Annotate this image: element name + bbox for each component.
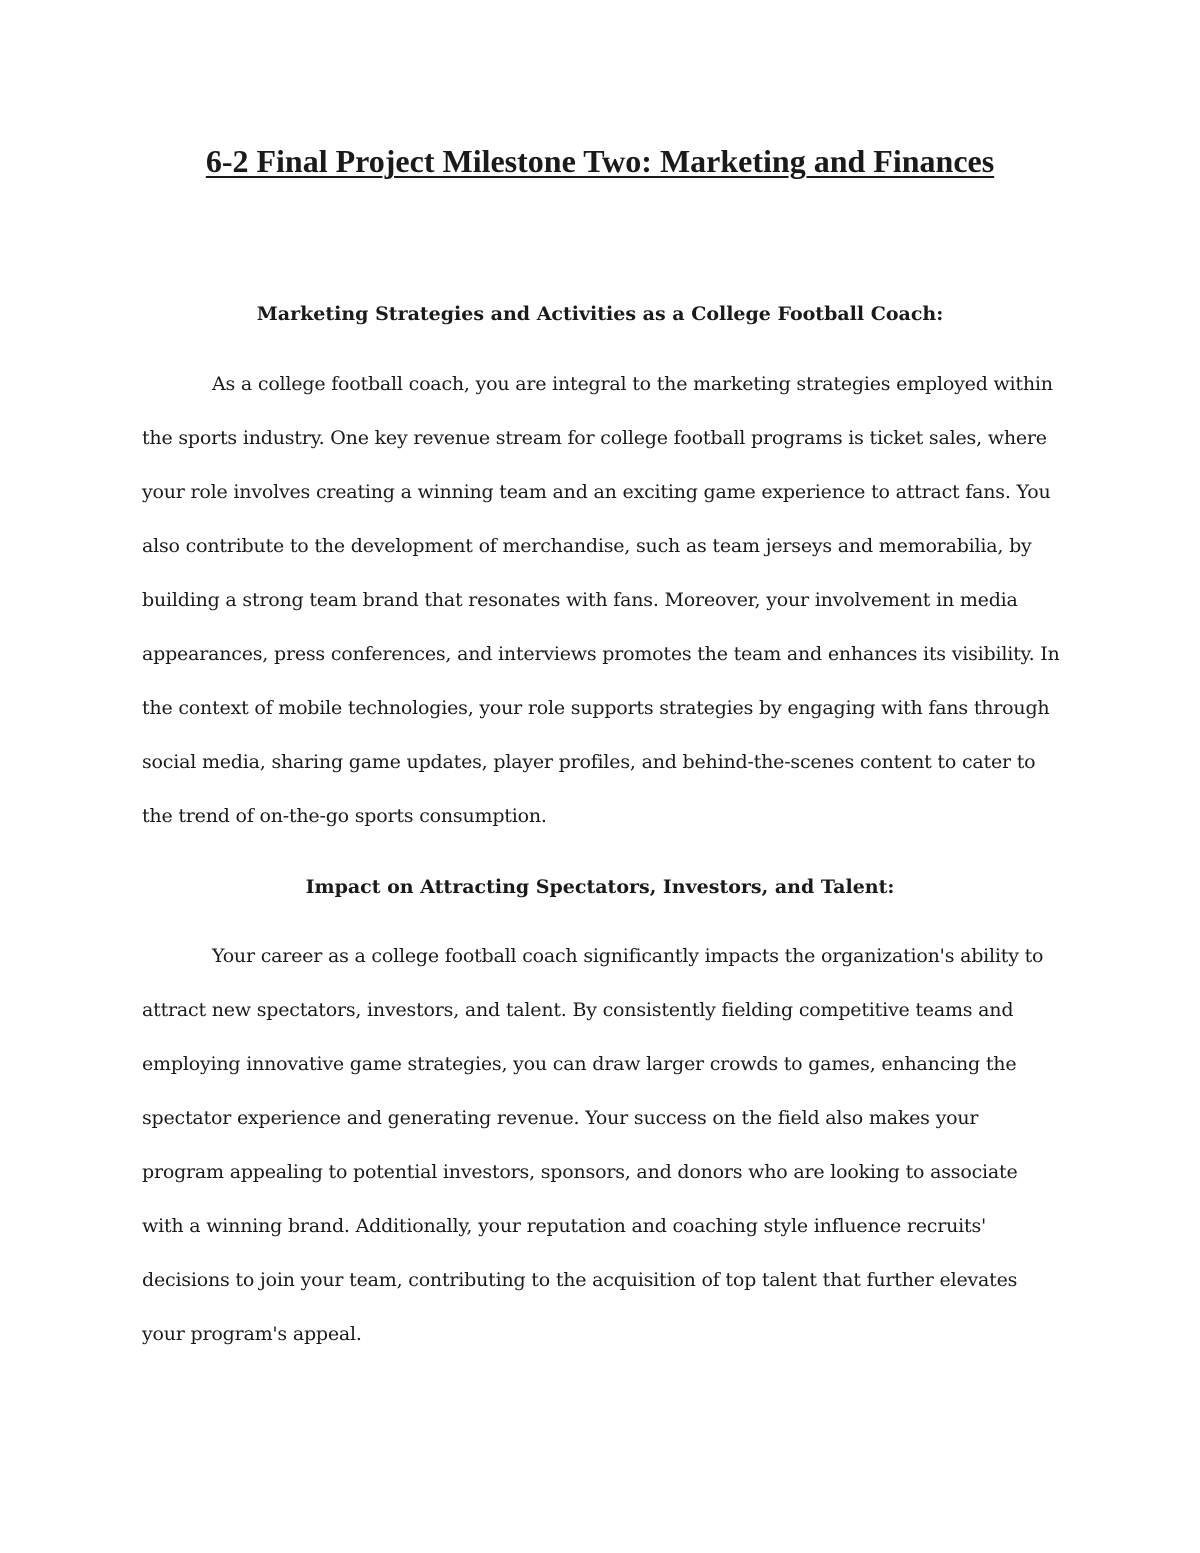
section-heading-marketing-strategies: Marketing Strategies and Activities as a College Football Coach: <box>256 303 944 325</box>
paragraph-impact: Your career as a college football coach significantly impacts the organization's ability to attract new spectators, investors, and talent. By consistently fielding competitive teams and employing innovative game strategies, you can draw larger crowds to games, enhancing the spectator experience and generating revenue. Your success on the field also makes your program appealing to potential investors, sponsors, and donors who are looking to associate with a winning brand. Additionally, your reputation and coaching style influence recruits' decisions to join your team, contributing to the acquisition of top talent that further elevates your program's appeal. <box>142 945 1044 1345</box>
section-heading-impact: Impact on Attracting Spectators, Investors, and Talent: <box>305 876 895 898</box>
paragraph-marketing-strategies: As a college football coach, you are integral to the marketing strategies employed within the sports industry. One key revenue stream for college football programs is ticket sales, where your role involves creating a winning team and an exciting game experience to attract fans. You also contribute to the development of merchandise, such as team jerseys and memorabilia, by building a strong team brand that resonates with fans. Moreover, your involvement in media appearances, press conferences, and interviews promotes the team and enhances its visibility. In the context of mobile technologies, your role supports strategies by engaging with fans through social media, sharing game updates, player profiles, and behind-the-scenes content to cater to the trend of on-the-go sports consumption. <box>142 373 1060 827</box>
document-title: 6-2 Final Project Milestone Two: Marketing and Finances <box>205 143 995 179</box>
